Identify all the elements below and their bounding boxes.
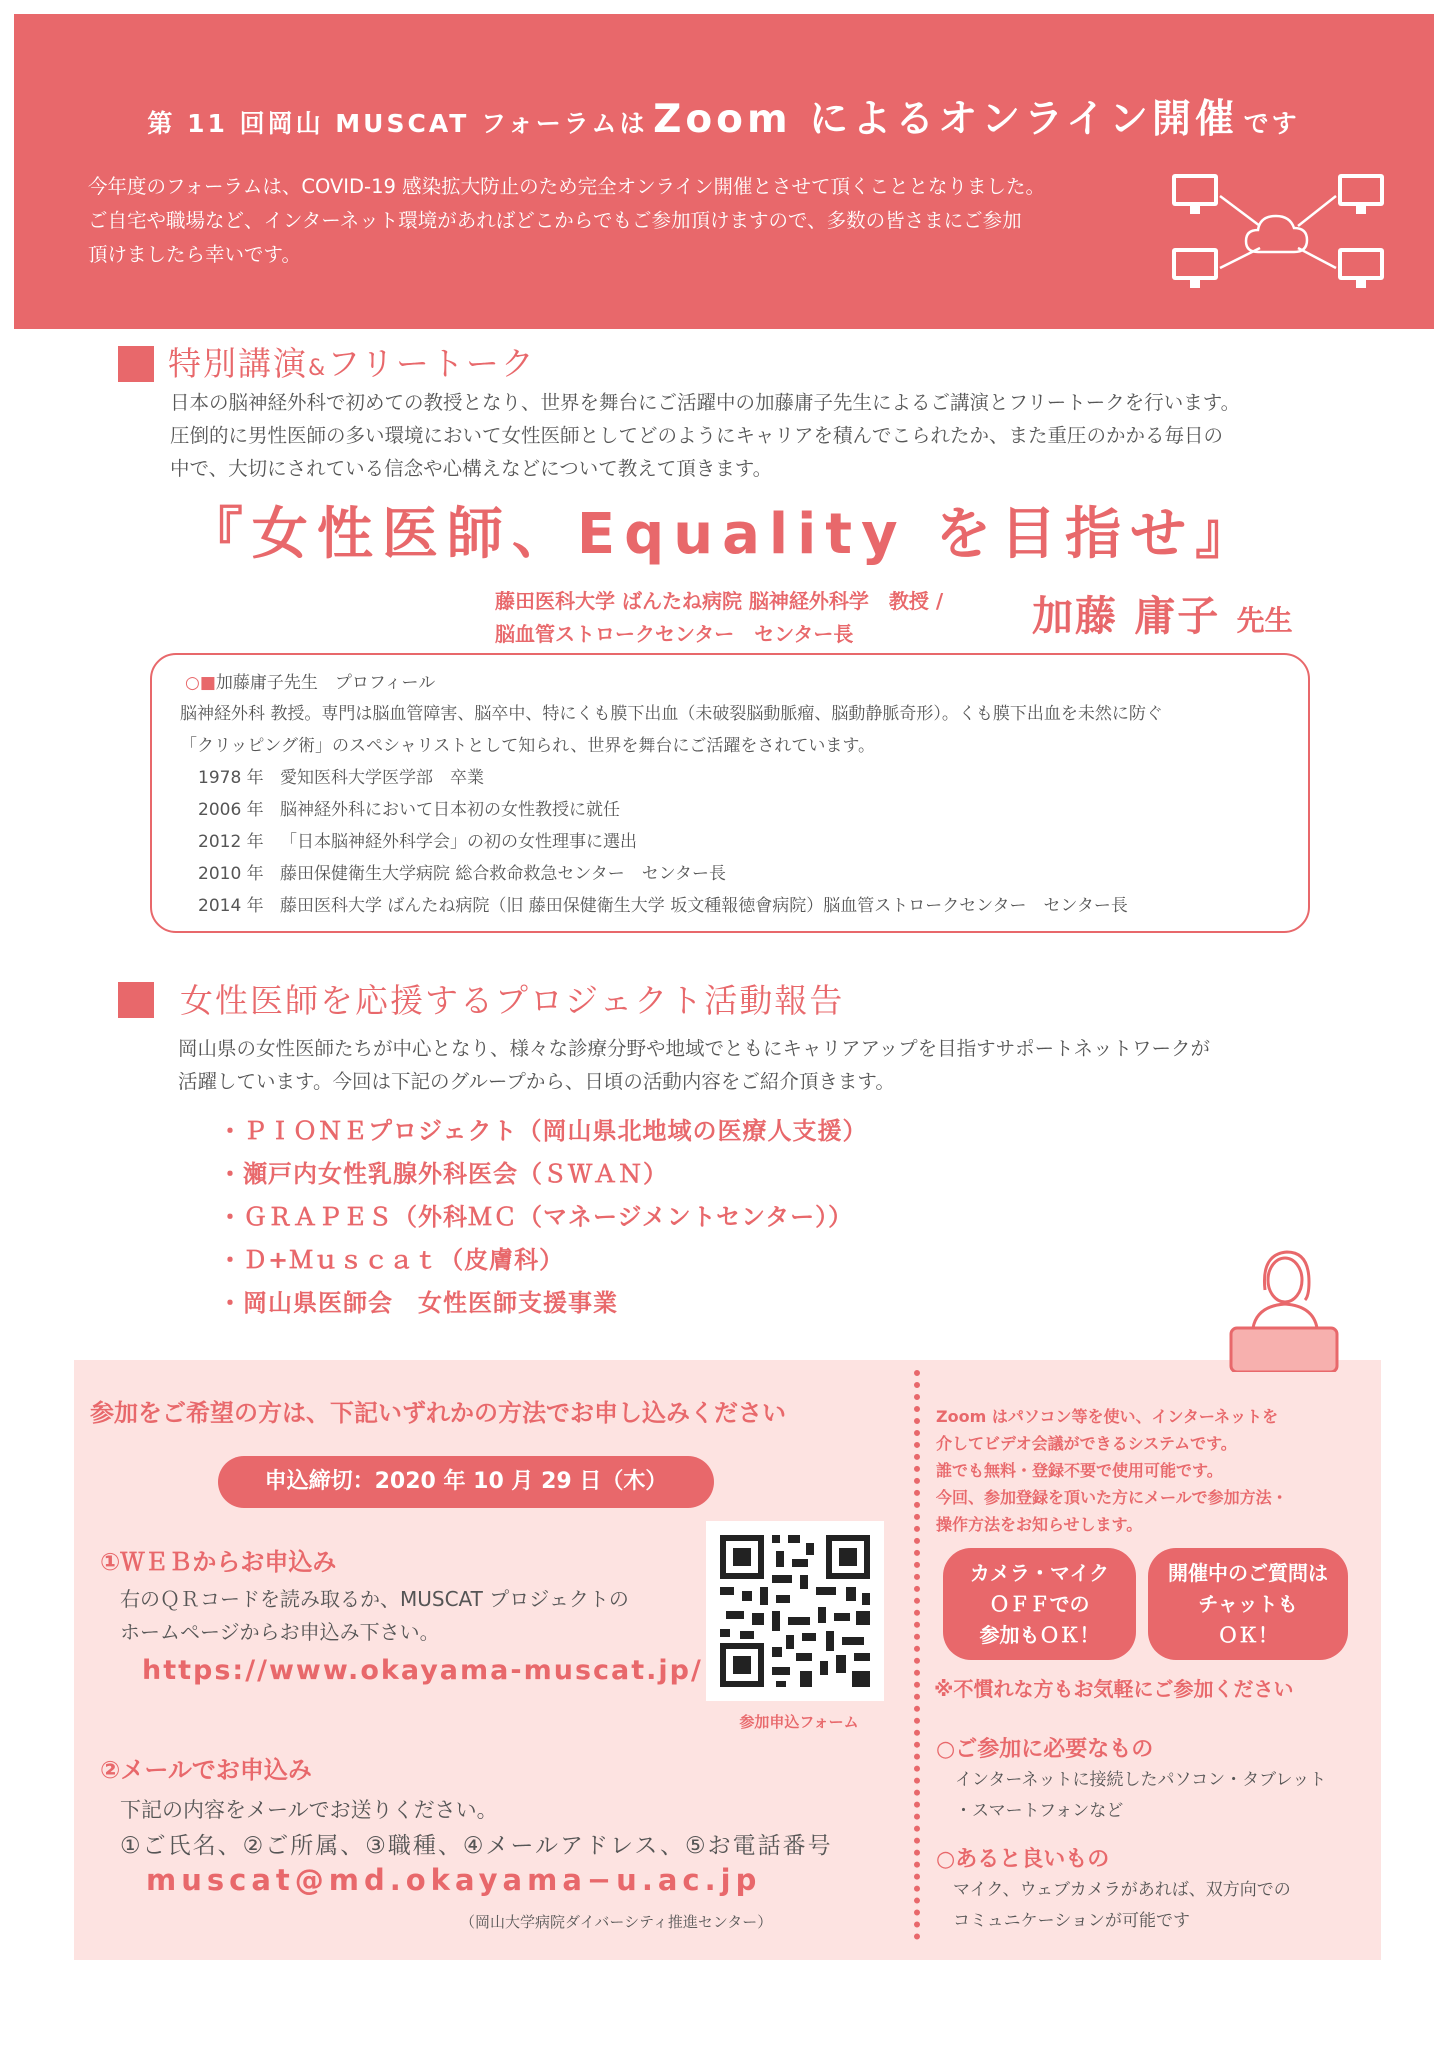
history-year: 1978 年 <box>198 768 264 788</box>
history-row <box>198 890 1128 922</box>
web-desc-line: 右のＱＲコードを読み取るか、MUSCAT プロジェクトの <box>120 1587 629 1611</box>
history-text: 藤田保健衛生大学病院 総合救命救急センター センター長 <box>280 864 727 884</box>
qr-code-label: 参加申込フォーム <box>739 1713 859 1731</box>
section1-title-b: フリートーク <box>327 344 536 383</box>
speaker-name <box>1032 583 1293 642</box>
history-text: 脳神経外科において日本初の女性教授に就任 <box>280 800 620 820</box>
organizer-note: （岡山大学病院ダイバーシティ推進センター） <box>460 1913 773 1931</box>
history-year: 2012 年 <box>198 832 264 852</box>
history-text: 愛知医科大学医学部 卒業 <box>280 768 484 788</box>
reassurance-note: ※不慣れな方もお気軽にご参加ください <box>934 1677 1294 1701</box>
history-year: 2010 年 <box>198 864 264 884</box>
website-link[interactable]: https://www.okayama-muscat.jp/ <box>142 1655 703 1686</box>
body-line: 日本の脳神経外科で初めての教授となり、世界を舞台にご活躍中の加藤庸子先生によるご講演とフリートークを行います。 <box>170 391 1241 414</box>
history-row <box>198 794 1128 826</box>
banner-title-pre: 第 11 回岡山 MUSCAT フォーラムは <box>147 109 648 138</box>
history-year: 2006 年 <box>198 800 264 820</box>
group-list <box>218 1110 868 1325</box>
banner-title <box>0 88 1447 144</box>
history-row <box>198 858 1128 890</box>
bubble-line: カメラ・マイク <box>969 1560 1110 1585</box>
bubble-line: ＯＦＦでの <box>989 1591 1090 1616</box>
section1-title <box>168 338 536 385</box>
zoom-desc-line: Zoom はパソコン等を使い、インターネットを <box>936 1407 1279 1426</box>
camera-mic-off-bubble <box>943 1548 1136 1660</box>
recommended-line: マイク、ウェブカメラがあれば、双方向での <box>953 1880 1291 1900</box>
requirements-text <box>955 1765 1326 1827</box>
section1-title-amp: & <box>308 356 328 381</box>
panel-divider <box>914 1370 920 1940</box>
speaker-name-text: 加藤 庸子 <box>1032 592 1221 640</box>
bubble-line: 開催中のご質問は <box>1168 1560 1328 1585</box>
section2-title: 女性医師を応援するプロジェクト活動報告 <box>180 981 845 1020</box>
web-desc-line: ホームページからお申込み下さい。 <box>120 1620 440 1644</box>
group-item: ・岡山県医師会 女性医師支援事業 <box>218 1289 618 1317</box>
banner-title-post: です <box>1243 109 1300 138</box>
section2-body <box>178 1032 1210 1098</box>
bubble-line: ＯＫ！ <box>1218 1622 1278 1647</box>
mail-apply-description <box>120 1792 833 1864</box>
banner-line: ご自宅や職場など、インターネット環境があればどこからでもご参加頂けますので、多数の皆さまにご参加 <box>88 209 1022 232</box>
email-link[interactable]: muscat@md.okayama−u.ac.jp <box>146 1863 762 1897</box>
chat-question-bubble <box>1148 1548 1348 1660</box>
requirements-line: ・スマートフォンなど <box>955 1801 1124 1821</box>
body-line: 岡山県の女性医師たちが中心となり、様々な診療分野や地域でともにキャリアアップを目指すサポートネットワークが <box>178 1037 1210 1060</box>
zoom-description <box>936 1403 1288 1538</box>
section-marker <box>118 982 154 1018</box>
web-apply-description <box>120 1583 629 1649</box>
section1-title-a: 特別講演 <box>168 344 308 383</box>
deadline-badge: 申込締切：2020 年 10 月 29 日（木） <box>218 1456 714 1508</box>
banner-title-main: Zoom によるオンライン開催 <box>653 97 1238 142</box>
bubble-line: チャットも <box>1198 1591 1298 1616</box>
zoom-desc-line: 今回、参加登録を頂いた方にメールで参加方法・ <box>936 1488 1288 1507</box>
recommended-heading: ○あると良いもの <box>936 1847 1110 1872</box>
mail-desc-line: 下記の内容をメールでお送りください。 <box>120 1798 498 1822</box>
history-text: 藤田医科大学 ばんたね病院（旧 藤田保健衛生大学 坂文種報徳會病院）脳血管ストロークセンター センター長 <box>280 896 1128 916</box>
group-item: ・ＰＩＯＮＥプロジェクト（岡山県北地域の医療人支援） <box>218 1117 868 1145</box>
mail-required-items: ①ご氏名、②ご所属、③職種、④メールアドレス、⑤お電話番号 <box>120 1833 833 1859</box>
banner-line: 今年度のフォーラムは、COVID-19 感染拡大防止のため完全オンライン開催とさせて頂くこととなりました。 <box>88 175 1046 198</box>
banner-line: 頂けましたら幸いです。 <box>88 243 301 266</box>
network-cloud-icon <box>1168 168 1388 298</box>
speaker-affiliation <box>495 585 943 651</box>
profile-description <box>180 698 1163 762</box>
recommended-line: コミュニケーションが可能です <box>953 1911 1190 1931</box>
group-item: ・瀬戸内女性乳腺外科医会（ＳＷＡＮ） <box>218 1160 668 1188</box>
requirements-line: インターネットに接続したパソコン・タブレット <box>955 1770 1327 1790</box>
qr-code[interactable] <box>706 1521 884 1701</box>
profile-history <box>198 762 1128 922</box>
speaker-honorific: 先生 <box>1236 604 1293 637</box>
apply-heading: 参加をご希望の方は、下記いずれかの方法でお申し込みください <box>90 1399 786 1427</box>
profile-heading-text: 加藤庸子先生 プロフィール <box>215 673 436 693</box>
banner-description <box>88 170 1188 272</box>
section-marker <box>118 346 154 382</box>
zoom-desc-line: 誰でも無料・登録不要で使用可能です。 <box>936 1461 1223 1480</box>
body-line: 活躍しています。今回は下記のグループから、日頃の活動内容をご紹介頂きます。 <box>178 1070 895 1093</box>
affiliation-line: 藤田医科大学 ばんたね病院 脳神経外科学 教授 / <box>495 589 944 613</box>
bubble-line: 参加もＯＫ！ <box>979 1622 1100 1647</box>
group-item: ・ＧＲＡＰＥＳ（外科ＭＣ（マネージメントセンター）） <box>218 1203 854 1231</box>
body-line: 圧倒的に男性医師の多い環境において女性医師としてどのようにキャリアを積んでこられたか、また重圧のかかる毎日の <box>170 424 1224 447</box>
web-apply-heading: ①ＷＥＢからお申込み <box>100 1548 337 1576</box>
history-year: 2014 年 <box>198 896 264 916</box>
history-row <box>198 826 1128 858</box>
history-text: 「日本脳神経外科学会」の初の女性理事に選出 <box>280 832 637 852</box>
zoom-desc-line: 介してビデオ会議ができるシステムです。 <box>936 1434 1237 1453</box>
affiliation-line: 脳血管ストロークセンター センター長 <box>495 622 854 646</box>
person-at-laptop-icon <box>1225 1232 1345 1372</box>
recommended-text <box>953 1875 1291 1937</box>
body-line: 中で、大切にされている信念や心構えなどについて教えて頂きます。 <box>170 457 773 480</box>
section1-body <box>170 386 1240 485</box>
history-row <box>198 762 1128 794</box>
profile-desc-line: 脳神経外科 教授。専門は脳血管障害、脳卒中、特にくも膜下出血（未破裂脳動脈瘤、脳動静脈奇形）。くも膜下出血を未然に防ぐ <box>180 704 1163 724</box>
mail-apply-heading: ②メールでお申込み <box>100 1756 312 1784</box>
lecture-title: 『女性医師、Equality を目指せ』 <box>186 502 1261 567</box>
profile-desc-line: 「クリッピング術」のスペシャリストとして知られ、世界を舞台にご活躍をされています。 <box>180 736 875 756</box>
requirements-heading: ○ご参加に必要なもの <box>936 1737 1154 1762</box>
qr-code-icon <box>706 1521 884 1701</box>
profile-heading <box>185 668 435 693</box>
group-item: ・Ｄ+Ｍｕｓｃａｔ（皮膚科） <box>218 1246 565 1274</box>
zoom-desc-line: 操作方法をお知らせします。 <box>936 1515 1143 1534</box>
profile-mark: ○■ <box>185 673 216 693</box>
